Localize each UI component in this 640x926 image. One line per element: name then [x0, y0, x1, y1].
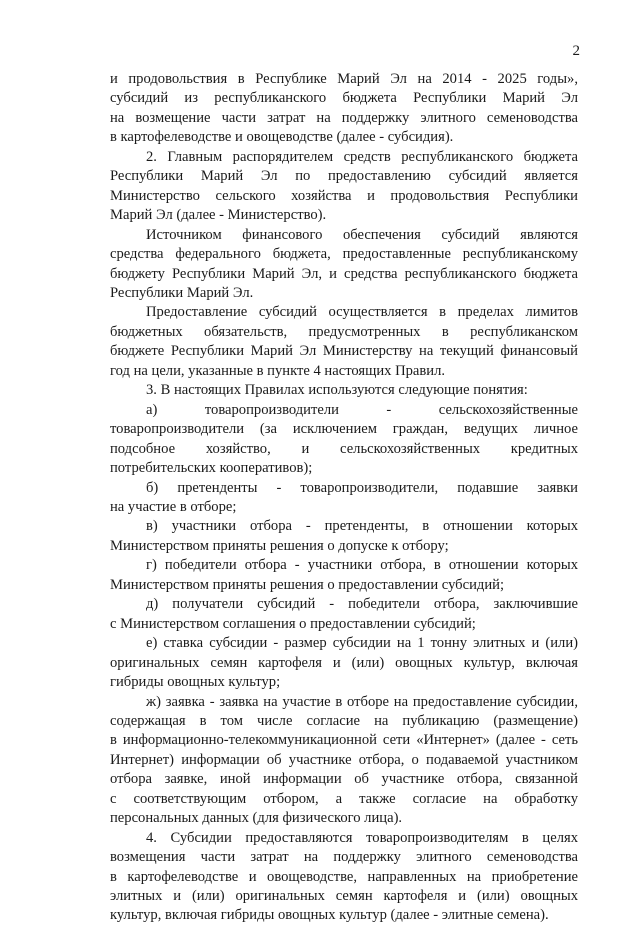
paragraph-line: средства федерального бюджета, предоставленные республиканскому	[110, 246, 578, 263]
paragraph-line: оригинальных семян картофеля и (или) овощных культур, включая	[110, 654, 578, 671]
paragraph-line: культур, включая гибриды овощных культур (далее - элитные семена).	[110, 907, 549, 924]
paragraph-line: Республики Марий Эл по предоставлению субсидий является	[110, 168, 578, 185]
paragraph-line: персональных данных (для физического лица).	[110, 810, 403, 827]
page-number: 2	[572, 43, 580, 59]
paragraph-line: бюджетных обязательств, предусмотренных в республиканском	[110, 323, 578, 340]
paragraph-line: Предоставление субсидий осуществляется в пределах лимитов	[146, 304, 578, 321]
paragraph-line: потребительских кооперативов);	[110, 460, 313, 477]
paragraph-line: на возмещение части затрат на поддержку элитного семеноводства	[110, 109, 578, 126]
paragraph-line: товаропроизводители (за исключением граждан, ведущих личное	[110, 421, 578, 438]
paragraph-line: в картофелеводстве и овощеводстве (далее - субсидия).	[110, 129, 454, 146]
paragraph-line: в картофелеводстве и овощеводстве, направленных на приобретение	[110, 868, 578, 885]
paragraph-line: Министерством приняты решения о предоставлении субсидий;	[110, 576, 504, 593]
paragraph-line: Республики Марий Эл.	[110, 284, 254, 301]
paragraph-line: Марий Эл (далее - Министерство).	[110, 207, 327, 224]
paragraph-line: отбора заявке, иной информации об участнике отбора, связанной	[110, 771, 578, 788]
paragraph-line: с соответствующим отбором, а также согласие на обработку	[110, 790, 578, 807]
paragraph-line: г) победители отбора - участники отбора, в отношении которых	[146, 557, 578, 574]
paragraph-line: Интернет) информации об участнике отбора, о подаваемой участником	[110, 751, 578, 768]
paragraph-line: д) получатели субсидий - победители отбора, заключившие	[146, 596, 578, 613]
paragraph-line: возмещения части затрат на поддержку элитного семеноводства	[110, 849, 578, 866]
paragraph-line: 4. Субсидии предоставляются товаропроизводителям в целях	[146, 829, 578, 846]
paragraph-line: е) ставка субсидии - размер субсидии на 1 тонну элитных и (или)	[146, 635, 578, 652]
paragraph-line: и продовольствия в Республике Марий Эл на 2014 - 2025 годы»,	[110, 71, 578, 87]
paragraph-line: бюджете Республики Марий Эл Министерству на текущий финансовый	[110, 343, 578, 360]
paragraph-line: гибриды овощных культур;	[110, 674, 281, 691]
paragraph-line: Министерством приняты решения о допуске к отбору;	[110, 537, 449, 554]
paragraph-line: а) товаропроизводители - сельскохозяйственные	[146, 401, 578, 418]
paragraph-line: содержащая в том числе согласие на публикацию (размещение)	[110, 712, 578, 729]
paragraph-line: на участие в отборе;	[110, 498, 237, 515]
paragraph-line: бюджету Республики Марий Эл, и средства республиканского бюджета	[110, 265, 578, 282]
paragraph-line: с Министерством соглашения о предоставлении субсидий;	[110, 615, 476, 632]
document-body	[110, 70, 578, 926]
paragraph-line: Источником финансового обеспечения субсидий являются	[146, 226, 578, 243]
paragraph-line: подсобное хозяйство, и сельскохозяйственных кредитных	[110, 440, 578, 457]
paragraph-line: 2. Главным распорядителем средств республиканского бюджета	[146, 148, 578, 165]
paragraph-line: элитных и (или) оригинальных семян картофеля и (или) овощных	[110, 888, 578, 905]
paragraph-line: б) претенденты - товаропроизводители, подавшие заявки	[146, 479, 578, 496]
paragraph-line: Министерство сельского хозяйства и продовольствия Республики	[110, 187, 578, 204]
paragraph-line: ж) заявка - заявка на участие в отборе на предоставление субсидии,	[146, 693, 578, 710]
paragraph-line: субсидий из республиканского бюджета Республики Марий Эл	[110, 90, 578, 107]
paragraph-line: год на цели, указанные в пункте 4 настоящих Правил.	[110, 362, 446, 379]
paragraph-line: в информационно-телекоммуникационной сети «Интернет» (далее - сеть	[110, 732, 578, 749]
paragraph-line: в) участники отбора - претенденты, в отношении которых	[146, 518, 578, 535]
paragraph-line: 3. В настоящих Правилах используются следующие понятия:	[146, 382, 528, 399]
